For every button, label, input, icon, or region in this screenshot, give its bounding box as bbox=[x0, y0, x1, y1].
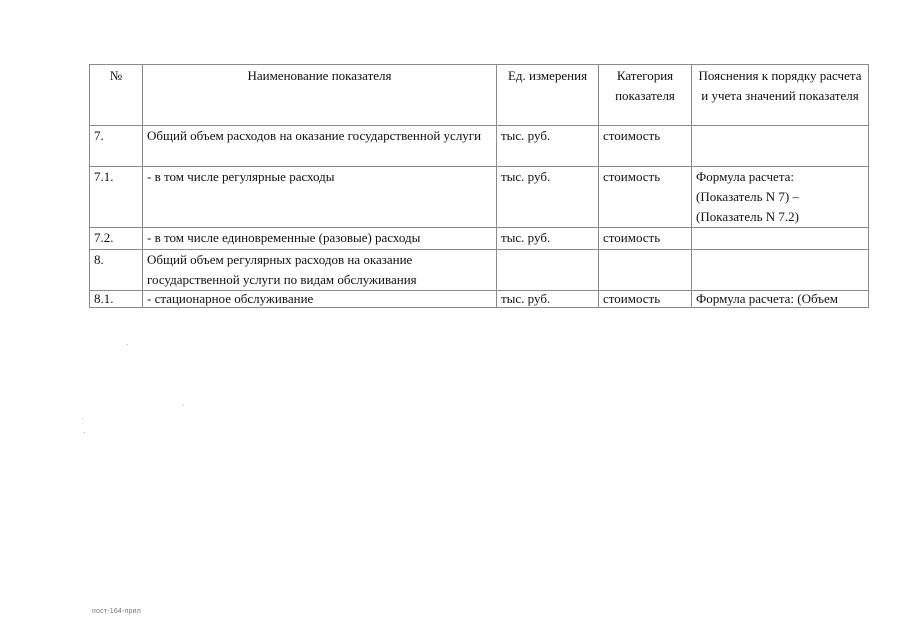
row-name: - в том числе единовременные (разовые) расходы bbox=[143, 228, 497, 250]
row-category bbox=[599, 250, 692, 291]
header-category: Категория показателя bbox=[599, 65, 692, 126]
row-explanation bbox=[692, 167, 869, 228]
scan-speck bbox=[84, 432, 85, 433]
scan-speck bbox=[183, 404, 184, 405]
row-number: 8.1. bbox=[90, 291, 143, 308]
table-row bbox=[90, 250, 869, 291]
formula-line: (Показатель N 7.2) bbox=[696, 209, 800, 224]
header-indicator-name: Наименование показателя bbox=[143, 65, 497, 126]
row-category: стоимость bbox=[599, 228, 692, 250]
row-name: Общий объем регулярных расходов на оказание государственной услуги по видам обслуживания bbox=[143, 250, 497, 291]
table-row bbox=[90, 126, 869, 167]
row-explanation: Формула расчета: (Объем bbox=[692, 291, 869, 308]
row-name: - стационарное обслуживание bbox=[143, 291, 497, 308]
row-explanation bbox=[692, 250, 869, 291]
header-number: № bbox=[90, 65, 143, 126]
row-unit: тыс. руб. bbox=[497, 291, 599, 308]
table-header-row bbox=[90, 65, 869, 126]
row-name: Общий объем расходов на оказание государственной услуги bbox=[143, 126, 497, 167]
header-unit: Ед. измерения bbox=[497, 65, 599, 126]
indicators-table bbox=[89, 64, 869, 308]
row-number: 7.1. bbox=[90, 167, 143, 228]
footer-file-mark: пост-164-прил bbox=[92, 608, 142, 615]
row-unit: тыс. руб. bbox=[497, 167, 599, 228]
row-explanation bbox=[692, 126, 869, 167]
row-category: стоимость bbox=[599, 291, 692, 308]
formula-line: (Показатель N 7) – bbox=[696, 189, 800, 204]
formula-line: Формула расчета: bbox=[696, 169, 795, 184]
row-unit: тыс. руб. bbox=[497, 228, 599, 250]
row-number: 7.2. bbox=[90, 228, 143, 250]
header-explanation: Пояснения к порядку расчета и учета значений показателя bbox=[692, 65, 869, 126]
table-row bbox=[90, 228, 869, 250]
table-row bbox=[90, 167, 869, 228]
row-unit: тыс. руб. bbox=[497, 126, 599, 167]
row-category: стоимость bbox=[599, 167, 692, 228]
row-name: - в том числе регулярные расходы bbox=[143, 167, 497, 228]
scan-speck bbox=[127, 344, 128, 345]
row-unit bbox=[497, 250, 599, 291]
row-category: стоимость bbox=[599, 126, 692, 167]
row-number: 8. bbox=[90, 250, 143, 291]
table-row bbox=[90, 291, 869, 308]
row-explanation bbox=[692, 228, 869, 250]
row-number: 7. bbox=[90, 126, 143, 167]
scan-speck bbox=[82, 418, 83, 419]
